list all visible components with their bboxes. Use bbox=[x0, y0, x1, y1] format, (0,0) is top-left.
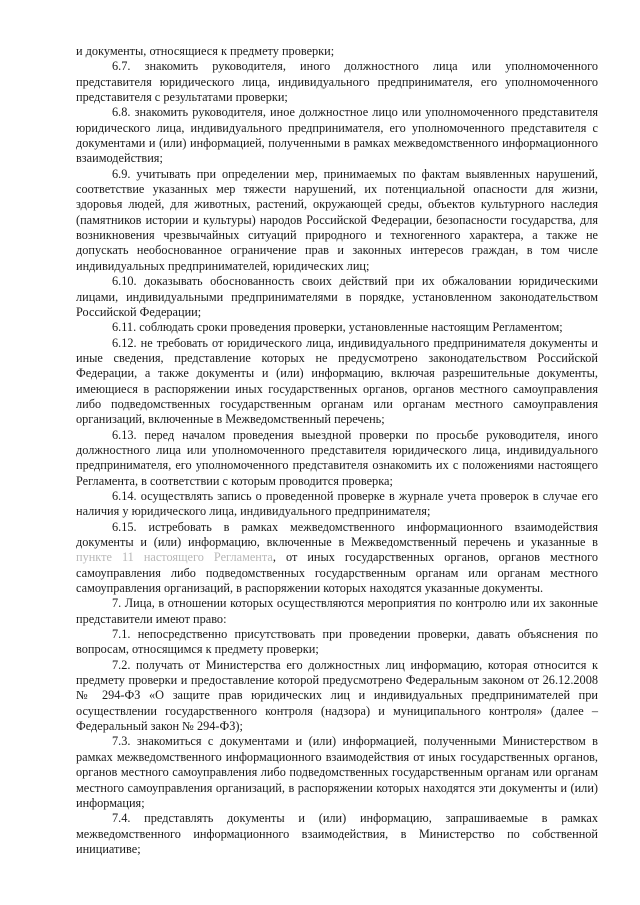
document-page bbox=[76, 44, 598, 857]
faded-reference-link[interactable]: пункте 11 настоящего Регламента bbox=[76, 550, 273, 565]
paragraph-intro-tail: и документы, относящиеся к предмету проверки; bbox=[76, 44, 335, 58]
paragraph-6-15-start: 6.15. истребовать в рамках межведомственного информационного взаимодействия документы и (или) информацию, включенные в Межведомственный перечень и указанные в bbox=[76, 519, 598, 549]
paragraph-7-1: 7.1. непосредственно присутствовать при проведении проверки, давать объяснения по вопросам, относящимся к предмету проверки; bbox=[76, 627, 598, 657]
paragraph-6-15-end: , от иных государственных органов, органов местного самоуправления либо подведомственных государственным органам или органам местного самоуправления организаций, в распоряжении которых находятся указанные документы. bbox=[76, 550, 598, 596]
paragraph-6-12: 6.12. не требовать от юридического лица, индивидуального предпринимателя документы и иные сведения, представление которых не предусмотрено законодательством Российской Федерации, а также документы и (или) информацию, включая разрешительные документы, имеющиеся в распоряжении иных государственных органов, органов местного самоуправления либо подведомственных государственным органам или органам местного самоуправления организаций, включенные в Межведомственный перечень; bbox=[76, 335, 598, 427]
paragraph-6-9: 6.9. учитывать при определении мер, принимаемых по фактам выявленных нарушений, соответствие указанных мер тяжести нарушений, их потенциальной опасности для жизни, здоровья людей, для животных, растений, окружающей среды, объектов культурного наследия (памятников истории и культуры) народов Российской Федерации, безопасности государства, для возникновения чрезвычайных ситуаций природного и техногенного характера, а также не допускать необоснованное ограничение прав и законных интересов граждан, в том числе индивидуальных предпринимателей, юридических лиц; bbox=[76, 166, 598, 273]
paragraph-6-7: 6.7. знакомить руководителя, иного должностного лица или уполномоченного представителя юридического лица, индивидуального предпринимателя, его уполномоченного представителя с результатами проверки; bbox=[76, 59, 598, 105]
paragraph-7-2: 7.2. получать от Министерства его должностных лиц информацию, которая относится к предмету проверки и предоставление которой предусмотрено Федеральным законом от 26.12.2008 № 294-ФЗ «О защите прав юридических лиц и индивидуальных предпринимателей при осуществлении государственного контроля (надзора) и муниципального контроля» (далее – Федеральный закон № 294-ФЗ); bbox=[76, 657, 598, 734]
paragraph-6-8: 6.8. знакомить руководителя, иное должностное лицо или уполномоченного представителя юридического лица, индивидуального предпринимателя, его уполномоченного представителя с документами и (или) информацией, полученными в рамках межведомственного информационного взаимодействия; bbox=[76, 105, 598, 166]
paragraph-6-13: 6.13. перед началом проведения выездной проверки по просьбе руководителя, иного должностного лица или уполномоченного представителя юридического лица, индивидуального предпринимателя, его уполномоченного представителя ознакомить их с положениями настоящего Регламента, в соответствии с которым проводится проверка; bbox=[76, 427, 598, 488]
paragraph-7-4: 7.4. представлять документы и (или) информацию, запрашиваемые в рамках межведомственного информационного взаимодействия, в Министерство по собственной инициативе; bbox=[76, 811, 598, 856]
paragraph-6-14: 6.14. осуществлять запись о проведенной проверке в журнале учета проверок в случае его наличия у юридического лица, индивидуального предпринимателя; bbox=[76, 488, 598, 519]
paragraph-6-10: 6.10. доказывать обоснованность своих действий при их обжаловании юридическими лицами, индивидуальными предпринимателями в порядке, установленном законодательством Российской Федерации; bbox=[76, 274, 598, 319]
paragraph-6-15 bbox=[76, 520, 598, 597]
paragraph-7: 7. Лица, в отношении которых осуществляются мероприятия по контролю или их законные представители имеют право: bbox=[76, 596, 598, 626]
paragraph-7-3: 7.3. знакомиться с документами и (или) информацией, полученными Министерством в рамках межведомственного информационного взаимодействия от иных государственных органов, органов местного самоуправления либо подведомственных государственным органам или органам местного самоуправления организаций, в распоряжении которых находятся эти документы и (или) информация; bbox=[76, 734, 598, 810]
paragraph-6-11: 6.11. соблюдать сроки проведения проверки, установленные настоящим Регламентом; bbox=[112, 320, 563, 335]
